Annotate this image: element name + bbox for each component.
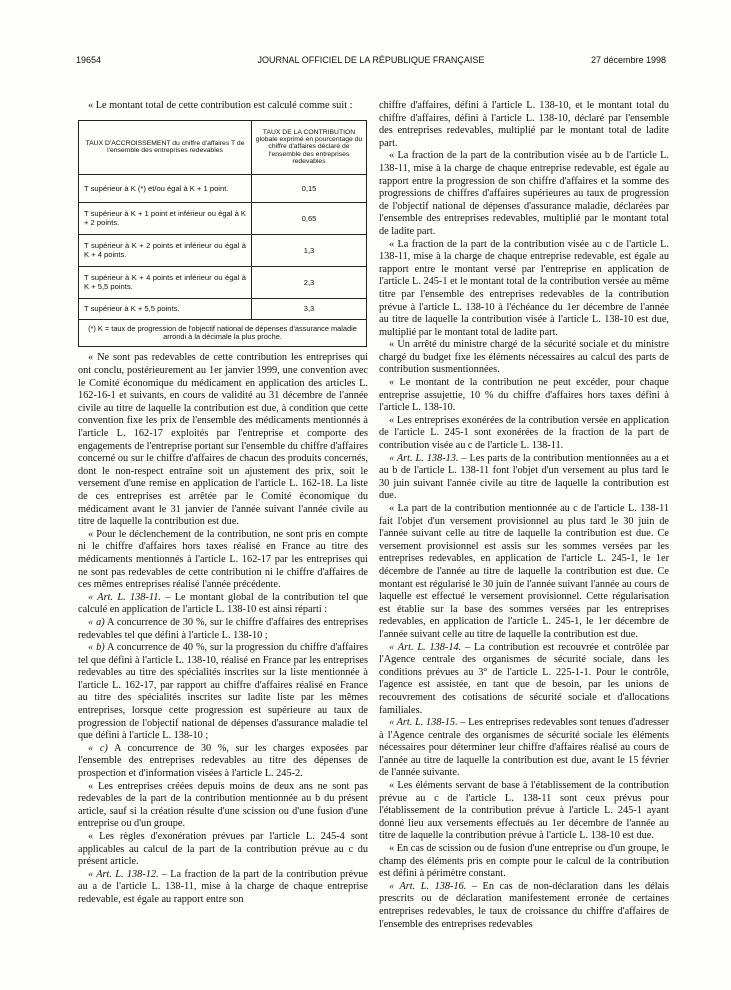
table-cell-rate: 1,3 <box>252 234 367 266</box>
table-cell-rate: 3,3 <box>252 298 367 319</box>
table-footnote-row <box>79 319 367 347</box>
paragraph: « Pour le déclenchement de la contribution, ne sont pris en compte ni le chiffre d'affaires hors taxes réalisé en France au titre des médicaments mentionnés à l'article L. 162-17 par les entreprises qui ne sont pas redevables de cette contribution ni le chiffre d'affaires de ces mêmes entreprises réalisé l'année précédente. <box>78 528 368 591</box>
journal-title: JOURNAL OFFICIEL DE LA RÉPUBLIQUE FRANÇAISE <box>257 55 485 65</box>
page-header <box>76 55 666 69</box>
item-marker: « a) <box>88 616 105 628</box>
item-text: A concurrence de 40 %, sur la progression du chiffre d'affaires tel que défini à l'article L. 138-10, réalisé en France par les entreprises redevables au titre des spécialités inscrites sur la liste mentionnée à l'article L. 162-17, par rapport au chiffre d'affaires réalisé en France au titre des spécialités inscrites sur ladite liste par les mêmes entreprises, lorsque cette progression est supérieure au taux de progression de l'objectif national de dépenses d'assurance maladie tel que défini à l'article L. 138-10 ; <box>78 642 368 742</box>
table-cell-rate: 0,65 <box>252 202 367 234</box>
item-text: A concurrence de 30 %, sur le chiffre d'affaires des entreprises redevables tel que défini à l'article L. 138-10 ; <box>78 616 368 641</box>
contribution-rate-table <box>78 120 367 348</box>
table-footnote: (*) K = taux de progression de l'objectif national de dépenses d'assurance maladie arrondi à la décimale la plus proche. <box>79 319 367 347</box>
issue-date: 27 décembre 1998 <box>590 55 666 65</box>
article-paragraph <box>379 717 669 780</box>
list-item <box>78 743 368 781</box>
table-row <box>79 266 367 298</box>
article-text: – Le montant global de la contribution tel que calculé en application de l'article L. 138-10 est ainsi réparti : <box>78 591 368 616</box>
article-reference: « Art. L. 138-15. <box>389 717 458 729</box>
paragraph: « Le montant de la contribution ne peut excéder, pour chaque entreprise assujettie, 10 % du chiffre d'affaires hors taxes défini à l'article L. 138-10. <box>379 377 669 414</box>
table-row <box>79 202 367 234</box>
item-text: A concurrence de 30 %, sur les charges exposées par l'ensemble des entreprises redevables au titre des dépenses de prospection et d'information visées à l'article L. 245-2. <box>78 742 368 780</box>
article-paragraph <box>78 592 368 617</box>
paragraph: chiffre d'affaires, défini à l'article L. 138-10, et le montant total du chiffre d'affaires, défini à l'article L. 138-10, déclaré par l'ensemble des entreprises redevables, multiplié par le montant total de ladite part. <box>379 100 669 149</box>
article-reference: « Art. L. 138-12. <box>88 868 159 880</box>
table-cell-condition: T supérieur à K + 4 points et inférieur ou égal à K + 5,5 points. <box>79 266 252 298</box>
table-header-contribution-rate: TAUX DE LA CONTRIBUTION globale exprimé en pourcentage du chiffre d'affaires déclaré de l'ensemble des entreprises redevables <box>252 120 367 174</box>
table-row <box>79 234 367 266</box>
paragraph: « Les entreprises exonérées de la contribution versée en application de l'article L. 245-1 sont exonérées de la fraction de la part de contribution visée au c de l'article L. 138-11. <box>379 414 669 452</box>
table-cell-rate: 2,3 <box>252 266 367 298</box>
paragraph: « Ne sont pas redevables de cette contribution les entreprises qui ont conclu, postérieurement au 1er janvier 1999, une convention avec le Comité économique du médicament en application des articles L. 162-16-1 et suivants, en cours de validité au 31 décembre de l'année civile au titre de laquelle la contribution est due, à condition que cette convention fixe les prix de l'ensemble des médicaments mentionnés à l'article L. 162-17 exploités par l'entreprise et comporte des engagements de l'entreprise portant sur l'ensemble du chiffre d'affaires concerné ou sur le chiffre d'affaires de chacun des produits concernés, dont le non-respect entraîne soit un ajustement des prix, soit le versement d'une remise en application de l'article L. 162-18. La liste de ces entreprises est arrêtée par le Comité économique du médicament avant le 31 janvier de l'année suivant l'année civile au titre de laquelle la contribution est due. <box>78 352 368 528</box>
table-cell-condition: T supérieur à K + 2 points et inférieur ou égal à K + 4 points. <box>79 234 252 266</box>
list-item <box>78 617 368 642</box>
paragraph: « Les éléments servant de base à l'établissement de la contribution prévue au c de l'article L. 138-11 sont ceux prévus pour l'établissement de la contribution prévue à l'article L. 245-1 ayant donné lieu aux versements effectués au 1er décembre de l'année au titre de laquelle la contribution prévue à l'article L. 138-10 est due. <box>379 780 669 842</box>
list-item <box>78 642 368 743</box>
left-column <box>78 100 368 907</box>
table-row <box>79 298 367 319</box>
article-text: – Les entreprises redevables sont tenues d'adresser à l'Agence centrale des organismes de sécurité sociale les éléments nécessaires pour déterminer leur chiffre d'affaires réalisé au cours de l'année au titre de laquelle la contribution est due, avant le 15 février de l'année suivante. <box>379 717 669 779</box>
article-text: – La contribution est recouvrée et contrôlée par l'Agence centrale des organismes de sécurité sociale, dans les conditions prévues au 3° de l'article L. 225-1-1. Pour le contrôle, l'agence est assistée, en tant que de besoin, par les unions de recouvrement des cotisations de sécurité sociale et d'allocations familiales. <box>379 641 670 716</box>
paragraph: « Les entreprises créées depuis moins de deux ans ne sont pas redevables de la part de la contribution mentionnée au b du présent article, sauf si la création résulte d'une scission ou d'une fusion d'une entreprise ou d'un groupe. <box>78 780 368 830</box>
table-header-growth-rate: TAUX D'ACCROISSEMENT du chiffre d'affaires T de l'ensemble des entreprises redevables <box>79 120 252 174</box>
article-paragraph <box>379 881 669 931</box>
article-text: – La fraction de la part de la contribution prévue au a de l'article L. 138-11, mise à la charge de chaque entreprise redevable, est égale au rapport entre son <box>78 868 368 905</box>
table-cell-condition: T supérieur à K (*) et/ou égal à K + 1 point. <box>79 174 252 202</box>
article-paragraph <box>379 453 669 503</box>
article-text: – En cas de non-déclaration dans les délais prescrits ou de déclaration manifestement erronée de certaines entreprises redevables, le taux de croissance du chiffre d'affaires de l'ensemble des entreprises redevables <box>379 880 669 930</box>
paragraph: « En cas de scission ou de fusion d'une entreprise ou d'un groupe, le champ des éléments pris en compte pour le calcul de la contribution est défini à périmètre constant. <box>379 843 669 880</box>
table-cell-rate: 0,15 <box>252 174 367 202</box>
article-paragraph <box>379 642 669 718</box>
table-cell-condition: T supérieur à K + 5,5 points. <box>79 298 252 319</box>
article-reference: « Art. L. 138-11. <box>88 591 161 603</box>
article-reference: « Art. L. 138-14. <box>389 641 462 653</box>
paragraph: « Un arrêté du ministre chargé de la sécurité sociale et du ministre chargé du budget fixe les éléments nécessaires au calcul des parts de contribution susmentionnées. <box>379 339 669 376</box>
item-marker: « b) <box>88 642 105 654</box>
table-header-row <box>79 120 367 174</box>
article-reference: « Art. L. 138-16. <box>389 880 467 892</box>
table-cell-condition: T supérieur à K + 1 point et inférieur ou égal à K + 2 points. <box>79 202 252 234</box>
intro-paragraph: « Le montant total de cette contribution est calculé comme suit : <box>88 100 353 111</box>
page-number: 19654 <box>76 55 102 65</box>
article-text: – Les parts de la contribution mentionnées au a et au b de l'article L. 138-11 font l'objet d'un versement au plus tard le 30 juin suivant l'année civile au titre de laquelle la contribution est due. <box>379 452 669 502</box>
table-row <box>79 174 367 202</box>
paragraph: « La fraction de la part de la contribution visée au c de l'article L. 138-11, mise à la charge de chaque entreprise redevable, est égale au rapport entre le montant versé par l'entreprise en application de l'article L. 245-1 et le montant total de la contribution versée au même titre par l'ensemble des entreprises redevables de la contribution prévue à l'article L. 138-10 à l'échéance du 1er décembre de l'année au titre de laquelle la contribution visée à l'article L. 138-10 est due, multiplié par le montant total de ladite part. <box>379 238 669 338</box>
paragraph: « La fraction de la part de la contribution visée au b de l'article L. 138-11, mise à la charge de chaque entreprise redevable, est égale au rapport entre la progression de son chiffre d'affaires et la somme des progressions de chiffres d'affaires supérieures au taux de progression de l'objectif national de dépenses d'assurance maladie, déclarées par l'ensemble des entreprises redevables, multiplié par le montant total de ladite part. <box>379 150 669 237</box>
article-paragraph <box>78 869 368 907</box>
article-reference: « Art. L. 138-13. <box>389 452 459 464</box>
right-column <box>379 100 669 931</box>
paragraph: « Les règles d'exonération prévues par l'article L. 245-4 sont applicables au calcul de la part de la contribution prévue au c du présent article. <box>78 831 368 868</box>
item-marker: « c) <box>88 742 108 754</box>
paragraph: « La part de la contribution mentionnée au c de l'article L. 138-11 fait l'objet d'un versement provisionnel au plus tard le 30 juin de l'année suivant celle au titre de laquelle la contribution est due. Ce versement provisionnel est assis sur les sommes versées par les entreprises redevables, en application de l'article L. 245-1, le 1er décembre de l'année au titre de laquelle la contribution est due. Ce montant est régularisé le 30 juin de l'année suivant l'année au cours de laquelle est effectué le versement provisionnel. Cette régularisation est établie sur la base des sommes versées par les entreprises redevables, en application de l'article L. 245-1, le 1er décembre de l'année suivant celle au titre de laquelle la contribution est due. <box>379 503 669 640</box>
